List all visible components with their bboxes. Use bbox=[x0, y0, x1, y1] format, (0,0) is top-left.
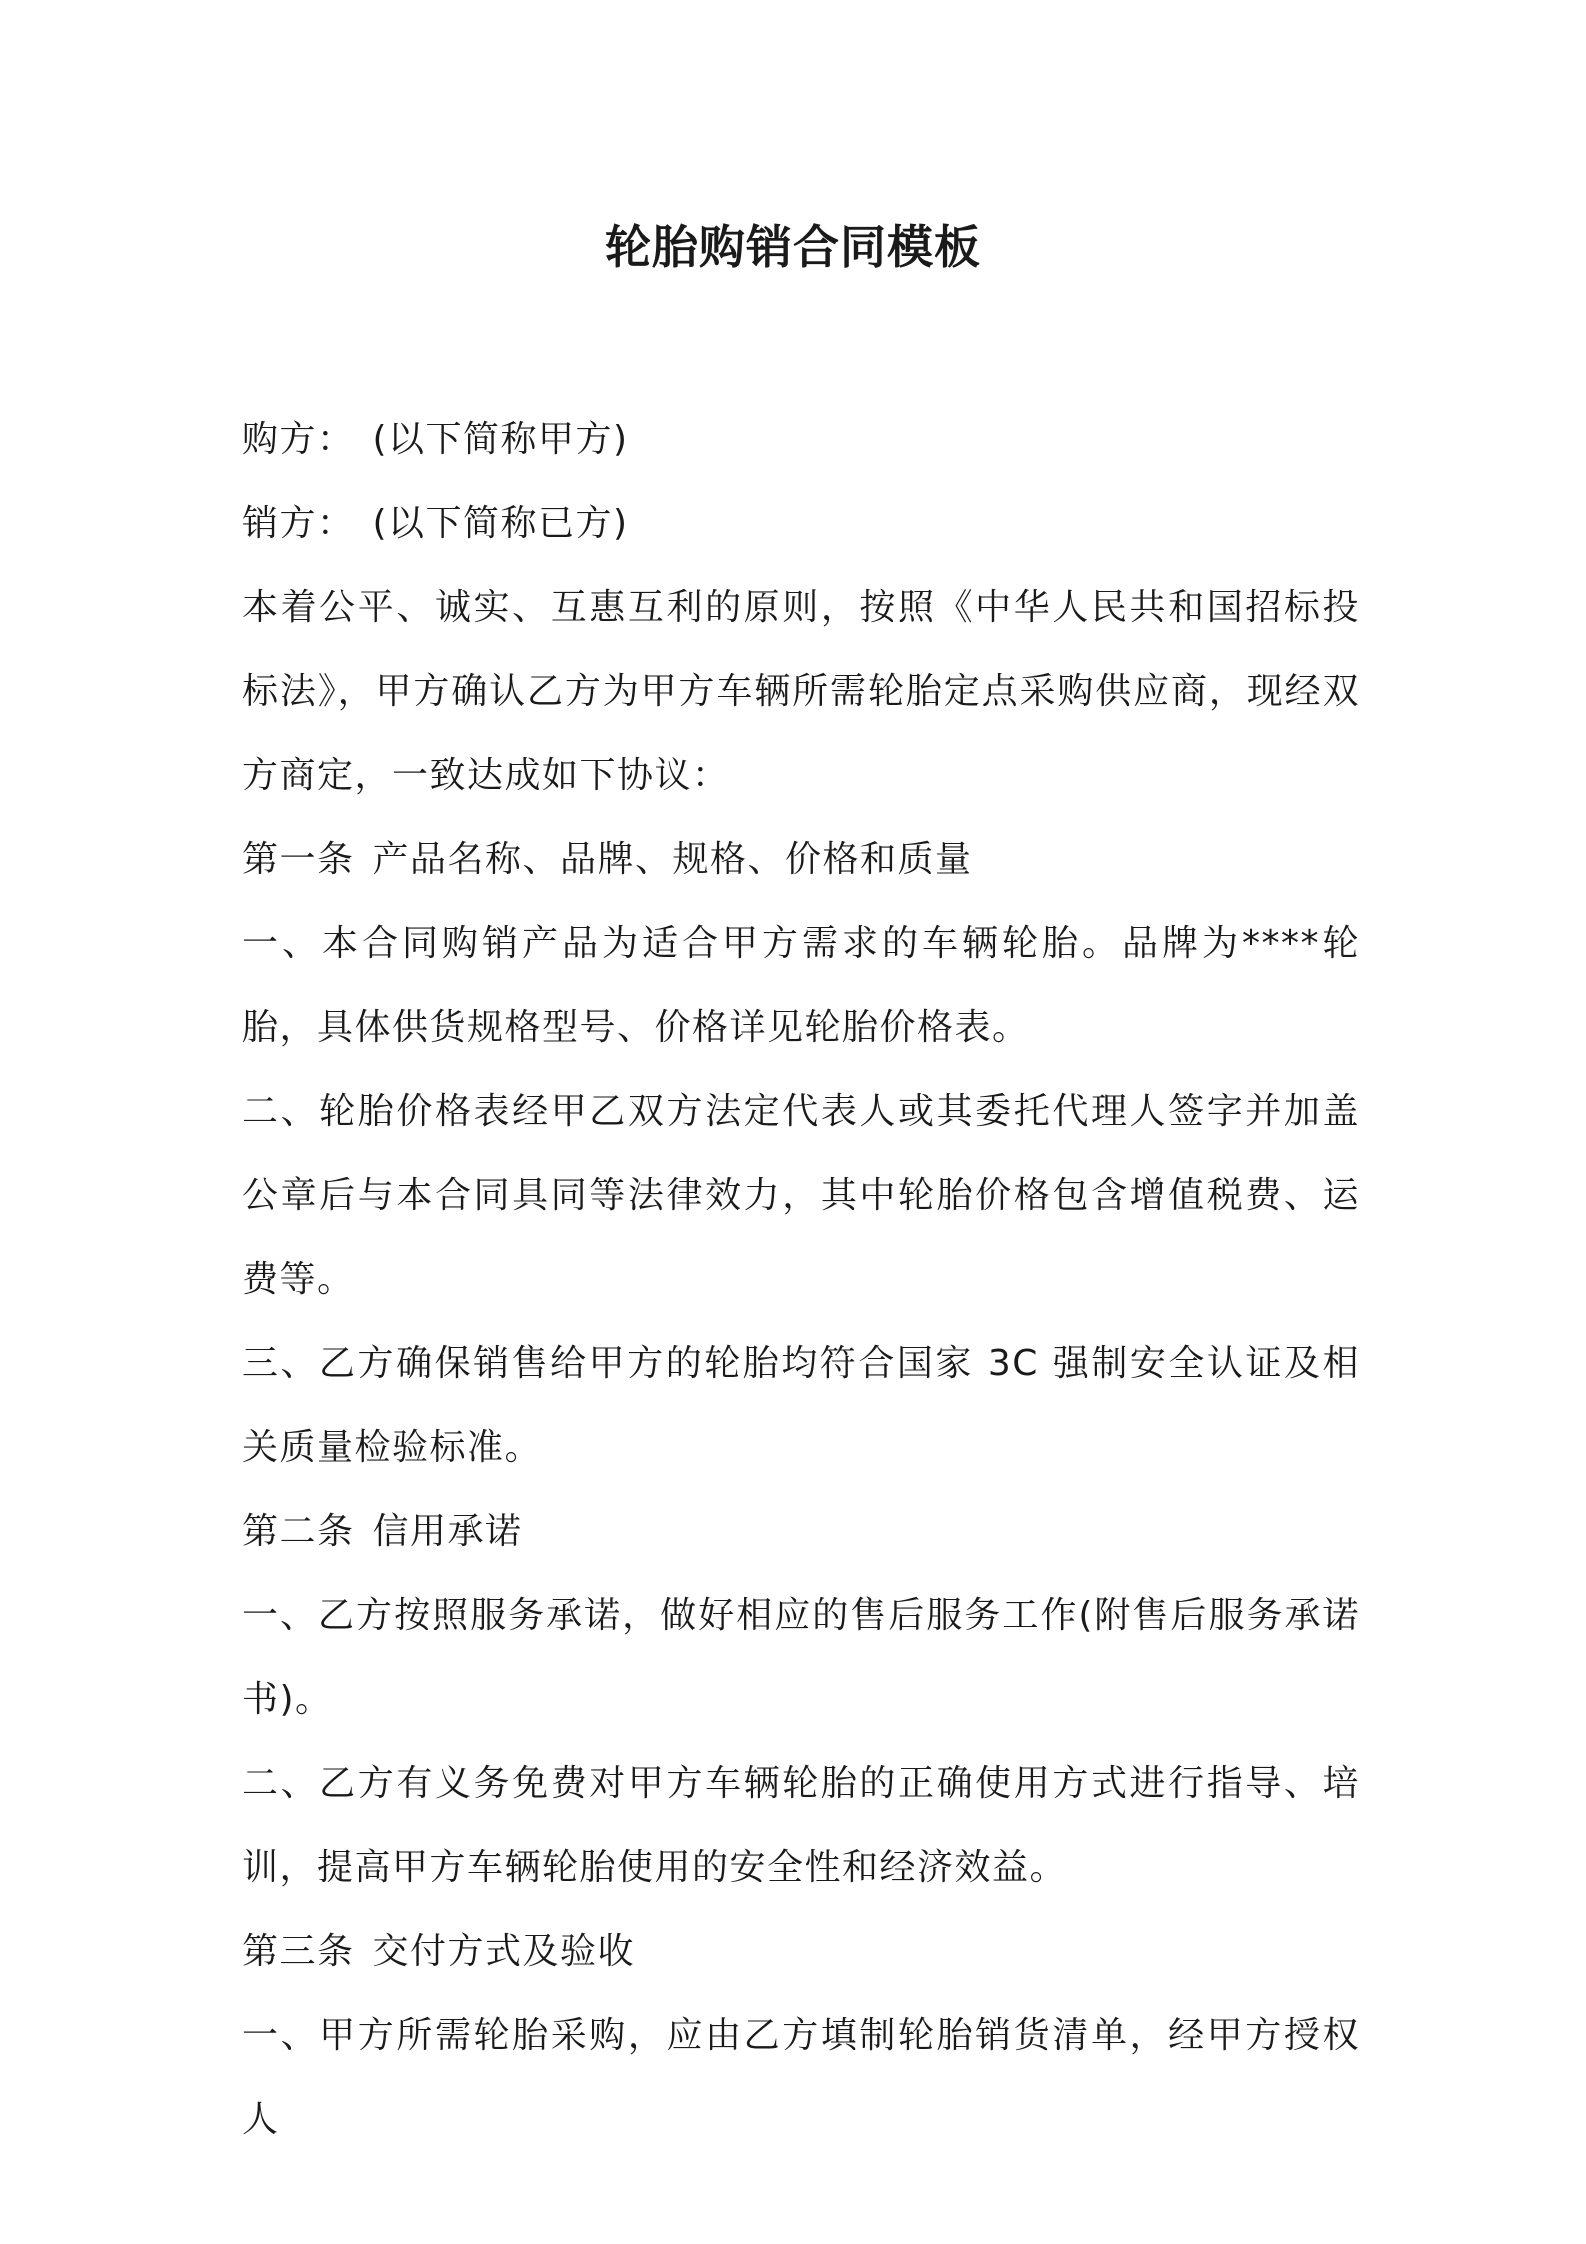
article-1-heading bbox=[242, 818, 1360, 902]
buyer-note: (以下简称甲方) bbox=[372, 419, 629, 460]
seller-line bbox=[242, 482, 1360, 566]
article-2-number: 第二条 bbox=[242, 1511, 355, 1552]
seller-label: 销方： bbox=[242, 503, 355, 544]
article-3-title: 交付方式及验收 bbox=[372, 1931, 636, 1972]
article-2-heading bbox=[242, 1490, 1360, 1574]
seller-note: (以下简称已方) bbox=[372, 503, 629, 544]
article-2-item-2: 二、乙方有义务免费对甲方车辆轮胎的正确使用方式进行指导、培训，提高甲方车辆轮胎使用的安全性和经济效益。 bbox=[242, 1763, 1360, 1888]
document-body bbox=[242, 398, 1360, 2162]
article-3-heading bbox=[242, 1910, 1360, 1994]
buyer-line bbox=[242, 398, 1360, 482]
article-3-number: 第三条 bbox=[242, 1931, 355, 1972]
article-1-title: 产品名称、品牌、规格、价格和质量 bbox=[372, 839, 973, 880]
article-3-item-1: 一、甲方所需轮胎采购，应由乙方填制轮胎销货清单，经甲方授权人 bbox=[242, 2015, 1360, 2140]
buyer-label: 购方： bbox=[242, 419, 355, 460]
article-1-item-2: 二、轮胎价格表经甲乙双方法定代表人或其委托代理人签字并加盖公章后与本合同具同等法律效力，其中轮胎价格包含增值税费、运费等。 bbox=[242, 1091, 1360, 1300]
article-1-item-1: 一、本合同购销产品为适合甲方需求的车辆轮胎。品牌为****轮胎，具体供货规格型号、价格详见轮胎价格表。 bbox=[242, 923, 1360, 1048]
article-1-item-3: 三、乙方确保销售给甲方的轮胎均符合国家 3C 强制安全认证及相关质量检验标准。 bbox=[242, 1343, 1360, 1468]
preamble-paragraph: 本着公平、诚实、互惠互利的原则，按照《中华人民共和国招标投标法》，甲方确认乙方为甲方车辆所需轮胎定点采购供应商，现经双方商定，一致达成如下协议： bbox=[242, 587, 1360, 796]
article-1-number: 第一条 bbox=[242, 839, 355, 880]
article-2-item-1: 一、乙方按照服务承诺，做好相应的售后服务工作(附售后服务承诺书)。 bbox=[242, 1595, 1360, 1720]
document-title: 轮胎购销合同模板 bbox=[605, 220, 981, 274]
article-2-title: 信用承诺 bbox=[372, 1511, 523, 1552]
